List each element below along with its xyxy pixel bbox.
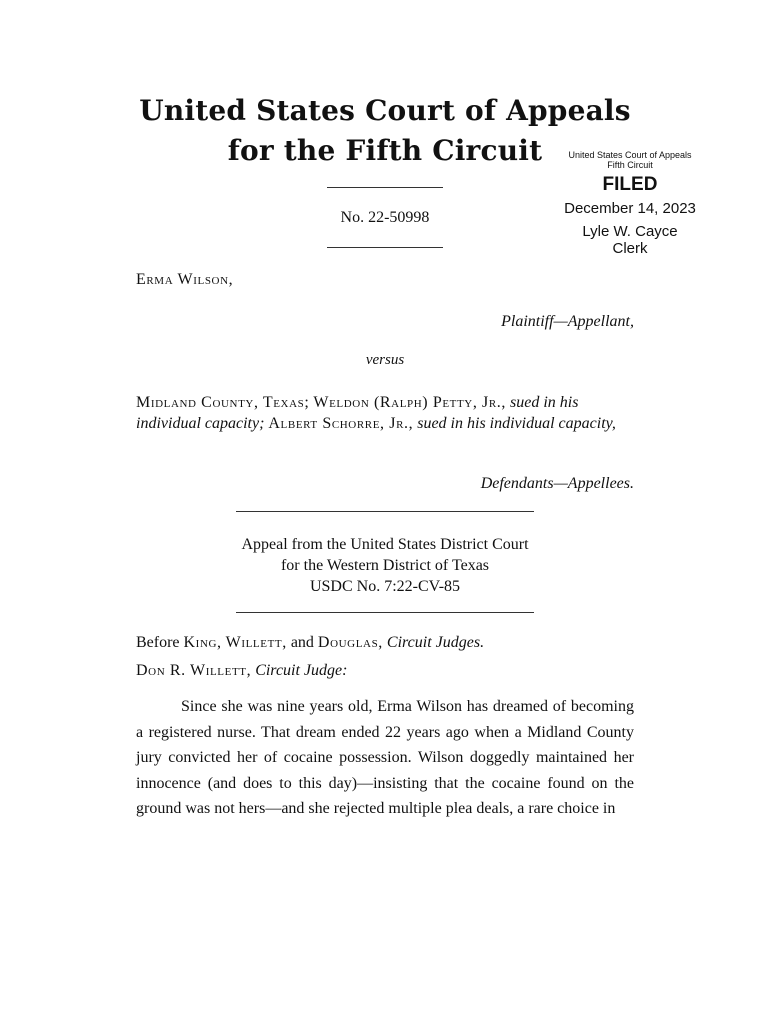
- docket-number: No. 22-50998: [340, 209, 430, 226]
- panel-judge-willett: Willett,: [225, 634, 287, 651]
- panel-judge-douglas: Douglas,: [317, 634, 383, 651]
- stamp-clerk-title: Clerk: [612, 240, 648, 257]
- appeal-line2: for the Western District of Texas: [280, 557, 490, 574]
- stamp-court-name: United States Court of Appeals: [568, 150, 692, 160]
- panel-before: Before: [136, 634, 180, 651]
- defendant-petty-capacity: sued in his individual capacity;: [136, 394, 579, 432]
- panel-title: Circuit Judges.: [386, 634, 485, 651]
- defendant-petty: Weldon (Ralph) Petty, Jr.,: [313, 394, 506, 411]
- defendant-midland-county: Midland County, Texas;: [136, 394, 310, 411]
- court-title-line2: for the Fifth Circuit: [227, 134, 543, 167]
- stamp-circuit: Fifth Circuit: [607, 160, 653, 170]
- panel-and: and: [290, 634, 314, 651]
- docket-rule-top: [327, 187, 443, 188]
- panel-judge-king: King,: [183, 634, 222, 651]
- stamp-status: FILED: [602, 174, 658, 195]
- appeal-block: [200, 534, 570, 597]
- defendant-schorre-capacity: sued in his individual capacity,: [417, 415, 616, 432]
- opinion-paragraph: Since she was nine years old, Erma Wilson has dreamed of becoming a registered nurse. That dream ended 22 years ago when a Midland County jury convicted her of cocaine possession. Wilson doggedly maintained her innocence (and does to this day)—insisting that the cocaine found on the ground was not hers—and she rejected multiple plea deals, a rare choice in: [136, 698, 634, 818]
- defendant-schorre: Albert Schorre, Jr.,: [268, 415, 414, 432]
- appeal-line1: Appeal from the United States District Court: [241, 536, 529, 553]
- versus-label: versus: [365, 352, 405, 368]
- stamp-clerk-name: Lyle W. Cayce: [582, 223, 678, 240]
- panel-line: [136, 634, 484, 652]
- opinion-author: [136, 662, 347, 680]
- defendants-role: Defendants—Appellees.: [480, 475, 634, 492]
- appeal-rule-top: [236, 511, 534, 512]
- court-title-line1: United States Court of Appeals: [139, 94, 631, 127]
- defendants-block: [136, 392, 636, 434]
- filed-stamp: [555, 150, 705, 257]
- appeal-rule-bottom: [236, 612, 534, 613]
- author-name: Don R. Willett,: [136, 662, 252, 679]
- author-title: Circuit Judge:: [255, 662, 348, 679]
- stamp-date: December 14, 2023: [564, 200, 696, 217]
- docket-rule-bottom: [327, 247, 443, 248]
- plaintiff-name: Erma Wilson,: [136, 271, 234, 288]
- plaintiff-role: Plaintiff—Appellant,: [501, 313, 634, 330]
- appeal-line3: USDC No. 7:22-CV-85: [309, 578, 461, 595]
